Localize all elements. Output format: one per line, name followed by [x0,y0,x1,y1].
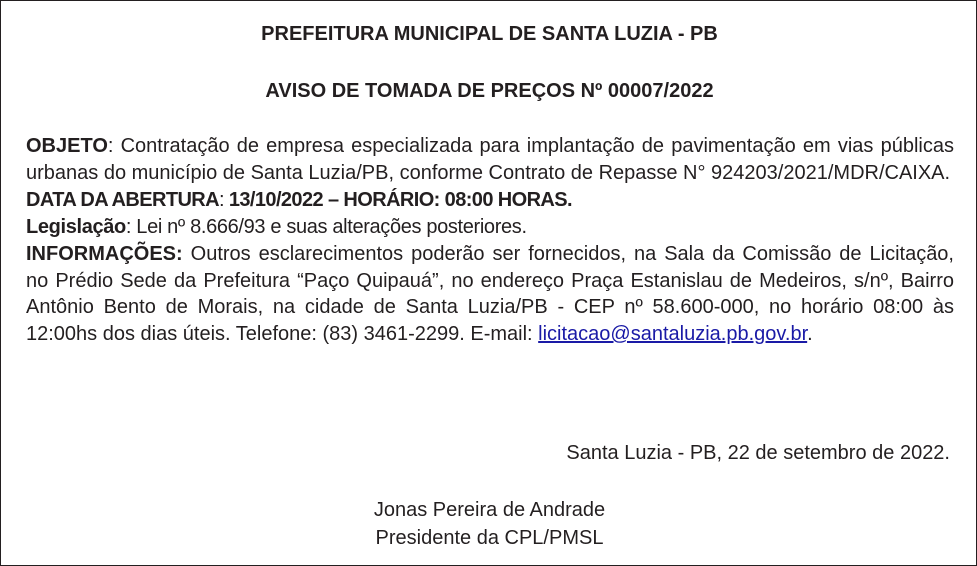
abertura-label: DATA DA ABERTURA [26,188,219,211]
signer-role: Presidente da CPL/PMSL [375,527,604,549]
signer-name: Jonas Pereira de Andrade [373,499,606,521]
header-title: PREFEITURA MUNICIPAL DE SANTA LUZIA - PB [261,23,718,45]
objeto-text: : Contratação de empresa especializada para implantação de pavimentação em vias públicas urbanas do município de Santa Luzia/PB, conforme Contrato de Repasse N° 924203/2021/MDR/CAIXA. [26,135,954,184]
objeto-label: OBJETO [26,135,108,157]
place-date: Santa Luzia - PB, 22 de setembro de 2022. [566,442,950,464]
legislacao-label: Legislação [26,215,126,238]
informacoes-end: . [807,323,813,346]
informacoes-label: INFORMAÇÕES: [26,242,183,265]
email-link[interactable]: licitacao@santaluzia.pb.gov.br [538,323,808,346]
informacoes-paragraph [26,241,954,349]
header-subtitle: AVISO DE TOMADA DE PREÇOS Nº 00007/2022 [265,80,714,102]
abertura-paragraph [26,187,954,214]
informacoes-text: Outros esclarecimentos poderão ser fornecidos, na Sala da Comissão de Licitação, no Prédio Sede da Prefeitura “Paço Quipauá”, no endereço Praça Estanislau de Medeiros, s/nº, Bairro Antônio Bento de Morais, na cidade de Santa Luzia/PB - CEP nº 58.600-000, no horário 08:00 às 12:00hs dos dias úteis. Telefone: (83) 3461-2299. E-mail: [26,242,954,346]
abertura-value: 13/10/2022 – HORÁRIO: 08:00 HORAS. [228,188,572,211]
abertura-separator: : [218,188,229,211]
notice-body [26,133,954,348]
legislacao-text: : Lei nº 8.666/93 e suas alterações posteriores. [125,215,527,238]
legislacao-paragraph [26,214,954,241]
objeto-paragraph [26,133,954,187]
